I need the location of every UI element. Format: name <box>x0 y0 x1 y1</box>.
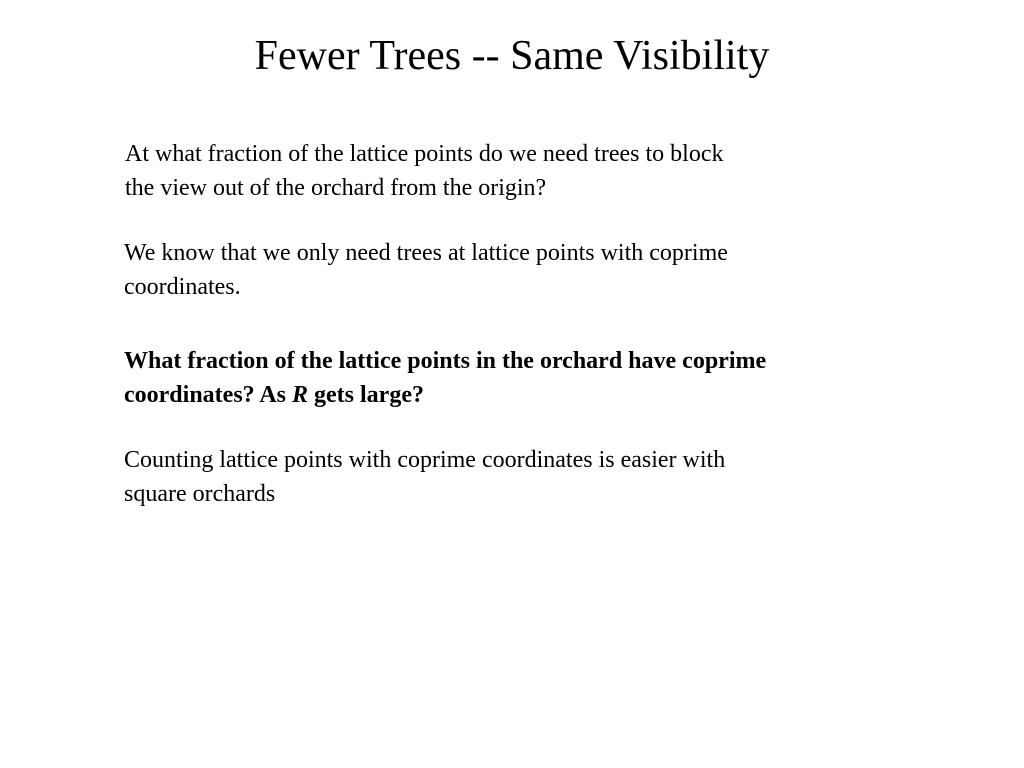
paragraph-question: At what fraction of the lattice points do we need trees to block the view out of the orchard from the origin? <box>125 141 724 201</box>
variable-r: R <box>292 382 309 408</box>
bold-question-text: What fraction of the lattice points in the orchard have coprime coordinates? As <box>124 348 767 408</box>
paragraph-coprime-note: We know that we only need trees at lattice points with coprime coordinates. <box>124 240 728 300</box>
bold-question-tail: gets large? <box>308 382 424 408</box>
slide-title: Fewer Trees -- Same Visibility <box>254 33 770 79</box>
paragraph-square-orchards: Counting lattice points with coprime coordinates is easier with square orchards <box>124 447 726 507</box>
paragraph-bold-question <box>124 344 924 412</box>
